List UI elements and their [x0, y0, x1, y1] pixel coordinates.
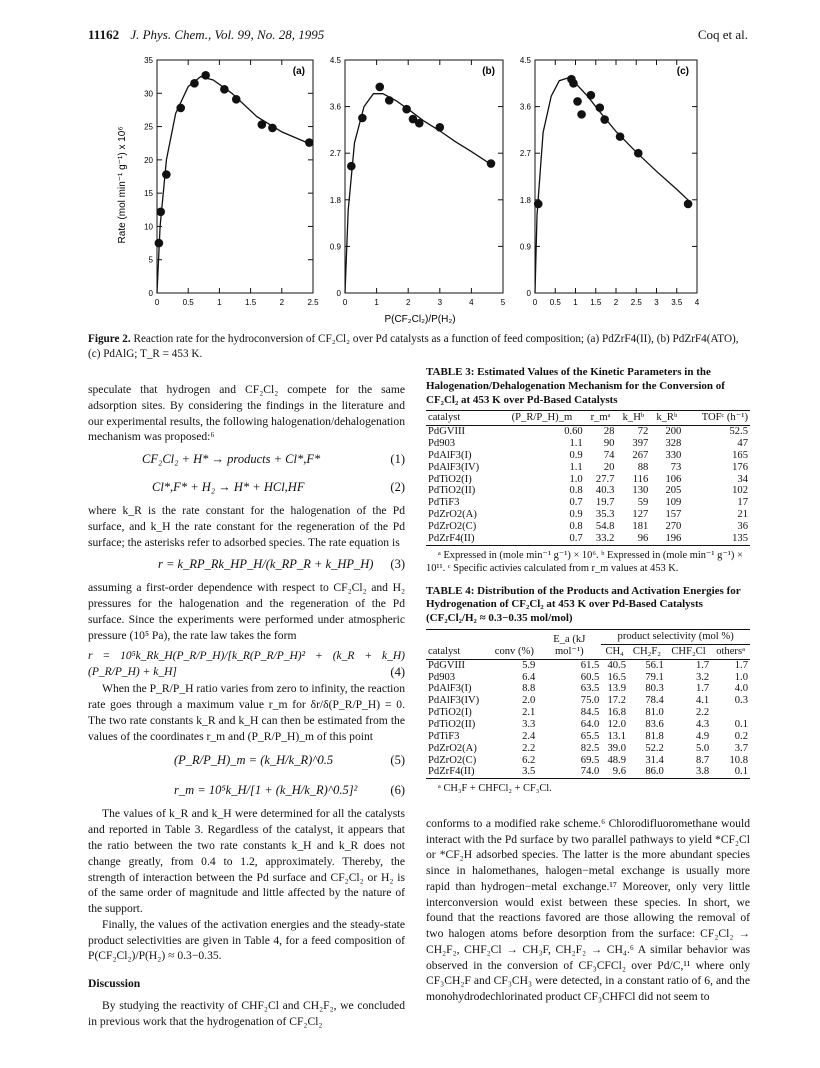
table-4-cell: 12.0 — [607, 719, 626, 730]
data-point — [415, 119, 424, 128]
y-tick-label: 0 — [526, 289, 531, 298]
table-3-cell: 0.7 — [569, 497, 583, 509]
table-4-row — [426, 743, 750, 755]
data-point — [596, 103, 605, 112]
table-4-cell: 39.0 — [607, 742, 626, 754]
y-tick-label: 1.8 — [519, 195, 531, 205]
table-4-cell: 79.1 — [645, 671, 664, 683]
x-tick-label: 1.5 — [590, 298, 602, 307]
table-3-cell: 116 — [632, 473, 649, 485]
data-point — [634, 149, 643, 158]
table-4-cell: 3.8 — [695, 766, 710, 778]
x-tick-label: 2.5 — [307, 298, 319, 307]
x-tick-label: 0.5 — [549, 298, 561, 307]
table-3-cell: 88 — [637, 461, 649, 473]
panel-label: (c) — [676, 66, 689, 77]
table-4-cell: 13.9 — [607, 683, 626, 695]
table-3-cell: 181 — [632, 520, 649, 532]
table-3-header: (P_R/P_H)_m — [511, 412, 573, 424]
table-3-header: k_Rᵇ — [656, 412, 678, 424]
table-3-cell: 40.3 — [595, 485, 615, 497]
y-tick-label: 15 — [144, 189, 153, 199]
table-3-cell: 328 — [665, 437, 682, 449]
y-tick-label: 20 — [144, 155, 153, 165]
table-3-cell: 130 — [632, 485, 649, 497]
x-tick-label: 4 — [469, 298, 474, 307]
table-4-cell: 3.2 — [695, 671, 710, 683]
y-tick-label: 4.5 — [329, 56, 341, 65]
table-3-cell: 270 — [665, 520, 682, 532]
equation-1 — [88, 451, 405, 475]
figure-caption-line-2: (c) PdAlG; T_R = 453 K. — [88, 347, 203, 360]
chart-panel-b — [330, 56, 506, 307]
figure-2 — [0, 0, 820, 330]
figure-caption-line-1: Reaction rate for the hydroconversion of CF₂Cl₂ over Pd catalysts as a function of feed composition; (a) PdZrF4(II), (b) PdZrF4(ATO), — [133, 333, 739, 345]
table-4-cell: PdZrF4(II) — [428, 766, 475, 778]
table-3-footnote: ᵃ Expressed in (mole min⁻¹ g⁻¹) × 10⁶. ᵇ Expressed in (mole min⁻¹ g⁻¹) × 10¹¹. ᶜ Specific activies calculated from r_m values at 453 K. — [426, 549, 743, 575]
table-3-cell: 59 — [637, 497, 649, 509]
authors: Coq et al. — [697, 27, 748, 42]
table-4-cell: 83.6 — [645, 719, 664, 730]
table-3-cell: 1.0 — [569, 473, 583, 485]
table-3-header: k_Hᵇ — [622, 412, 645, 424]
table-4-header: E_a (kJ mol⁻¹) — [553, 633, 586, 657]
table-3-cell: 33.2 — [595, 532, 615, 544]
table-4-header: othersᵃ — [716, 645, 745, 657]
data-point — [220, 85, 229, 94]
y-tick-label: 0 — [148, 289, 153, 298]
table-3-cell: 34 — [737, 473, 748, 485]
table-4-header: CH₂F₂ — [632, 645, 661, 657]
y-tick-label: 0.9 — [519, 242, 531, 252]
x-tick-label: 3.5 — [671, 298, 683, 307]
table-3-cell: 0.9 — [569, 509, 583, 521]
data-point — [385, 96, 394, 105]
data-point — [569, 79, 578, 88]
x-tick-label: 2.5 — [630, 298, 642, 307]
equation-4 — [88, 649, 405, 681]
table-4-header: catalyst — [428, 645, 461, 657]
x-tick-label: 0.5 — [182, 298, 194, 307]
figure-caption-label: Figure 2. — [88, 333, 131, 345]
data-point — [616, 132, 625, 141]
table-3-title: TABLE 3: Estimated Values of the Kinetic Parameters in the Halogenation/Dehalogenation Mechanism for the Conversion of CF₂Cl₂ at 453 K over Pd-Based Catalysts — [426, 366, 725, 406]
y-tick-label: 10 — [144, 222, 153, 232]
table-4-cell: 0.1 — [734, 766, 748, 778]
data-point — [201, 71, 210, 80]
table-3-cell: 36 — [737, 520, 748, 532]
table-4-cell: 6.4 — [522, 671, 536, 683]
table-4-footnote: ᵃ CH₃F + CHFCl₂ + CF₃Cl. — [438, 783, 552, 795]
table-4-header: CHF₂Cl — [671, 645, 706, 657]
table-4-cell: 56.1 — [645, 659, 664, 671]
table-3-cell: 73 — [670, 461, 682, 473]
table-4-cell — [711, 707, 750, 719]
table-3-cell: 17 — [737, 497, 748, 509]
data-point — [155, 239, 164, 248]
table-4-cell: 3.5 — [522, 766, 536, 778]
right-column — [426, 366, 750, 1005]
y-tick-label: 0.9 — [329, 242, 341, 252]
table-4-cell: 48.9 — [607, 754, 626, 766]
table-3-cell: 267 — [632, 449, 649, 461]
table-4-body — [426, 659, 750, 779]
table-3-cell: 96 — [637, 532, 649, 544]
table-4-cell: 3.3 — [522, 719, 536, 730]
paragraph: speculate that hydrogen and CF₂Cl₂ compete for the same adsorption sites. By considering the findings in the literature and our experimental results, the following halogenation/dehalogenation mechanism was proposed:⁶ — [88, 383, 405, 444]
table-3-header: TOFᶜ (h⁻¹) — [701, 412, 748, 424]
table-3-cell: PdZrF4(II) — [428, 532, 475, 544]
table-3-cell: 0.60 — [564, 426, 583, 438]
equation-2 — [88, 479, 405, 503]
table-3-cell: 109 — [665, 497, 682, 509]
table-4-row — [426, 707, 750, 719]
table-3-cell: 135 — [732, 532, 748, 544]
data-point — [176, 104, 185, 113]
y-tick-label: 3.6 — [329, 102, 341, 112]
table-4-header: conv (%) — [494, 645, 534, 657]
equation-text: Cl*,F* + H₂ → H* + HCl,HF — [152, 480, 305, 495]
table-4-cell: 2.2 — [695, 707, 710, 719]
table-3-header: catalyst — [428, 412, 461, 424]
table-3-cell: 27.7 — [595, 473, 615, 485]
table-3-cell: 47 — [737, 437, 748, 449]
data-point — [587, 91, 596, 100]
paragraph: The values of k_R and k_H were determined for all the catalysts and reported in Table 3. Regardless of the catalyst, it appears that the ratio between the two rate constants k_H and k_R does not change greatly, from 0.4 to 1.2, approximately. Thereby, the strength of interaction between the Pd surface and CF₂Cl₂ or H₂ is of the same order of magnitude and little affected by the nature of the support. — [88, 807, 405, 916]
table-3-cell: 165 — [732, 449, 748, 461]
table-3-row — [426, 521, 750, 533]
data-point — [162, 170, 171, 179]
table-4-cell: 4.0 — [734, 683, 748, 695]
table-4-cell: 69.5 — [580, 754, 600, 766]
table-3-cell: Pd903 — [428, 437, 456, 449]
table-4-cell: 6.2 — [522, 754, 536, 766]
data-point — [232, 95, 241, 104]
table-4-cell: 2.2 — [522, 742, 536, 754]
plot-frame — [345, 60, 503, 293]
journal-citation: J. Phys. Chem., Vol. 99, No. 28, 1995 — [130, 27, 325, 42]
data-point — [268, 124, 277, 133]
table-3-cell: PdTiO2(II) — [428, 485, 476, 497]
y-tick-label: 30 — [144, 89, 153, 99]
table-3-header: r_mᵃ — [590, 412, 611, 424]
x-tick-label: 0 — [532, 298, 538, 307]
table-4-title: TABLE 4: Distribution of the Products and Activation Energies for Hydrogenation of CF₂Cl₂ at 453 K over Pd-Based Catalysts (CF₂Cl₂/H₂ ≈ 0.3−0.35 mol/mol) — [426, 584, 741, 625]
table-3-cell: 127 — [632, 509, 649, 521]
x-tick-label: 0 — [342, 298, 348, 307]
table-4-cell: 9.6 — [612, 766, 626, 778]
table-3-cell: PdAlF3(IV) — [428, 461, 480, 473]
table-3-cell: 90 — [603, 437, 615, 449]
paragraph: Finally, the values of the activation energies and the steady-state product selectivities are given in Table 4, for a feed composition of P(CF₂Cl₂)/P(H₂) ≈ 0.3−0.35. — [88, 917, 405, 963]
table-4-cell: 0.2 — [734, 730, 748, 742]
table-3-cell: 1.1 — [569, 437, 583, 449]
data-point — [402, 105, 411, 114]
data-point — [487, 159, 496, 168]
table-3-row — [426, 450, 750, 462]
y-tick-label: 3.6 — [519, 102, 531, 112]
table-4-cell: 3.7 — [734, 742, 748, 754]
table-4-row — [426, 695, 750, 707]
table-3-cell: 196 — [665, 532, 682, 544]
table-4-cell: 5.9 — [522, 659, 536, 671]
table-4-cell: 17.2 — [607, 695, 626, 707]
chart-panel-c — [520, 56, 700, 307]
table-4-cell: PdAlF3(IV) — [428, 695, 480, 707]
equation-number: (3) — [390, 557, 405, 572]
table-4-cell: 74.0 — [580, 766, 600, 778]
data-point — [577, 110, 586, 119]
y-tick-label: 4.5 — [519, 56, 531, 65]
table-4-cell: 1.7 — [734, 659, 748, 671]
equation-text: r = k_RP_Rk_HP_H/(k_RP_R + k_HP_H) — [158, 557, 374, 572]
table-4-cell: 82.5 — [580, 742, 600, 754]
table-4-cell: 1.7 — [695, 659, 710, 671]
x-tick-label: 5 — [500, 298, 506, 307]
data-point — [358, 114, 367, 123]
equation-text: r = 10⁵k_Rk_H(P_R/P_H)/[k_R(P_R/P_H)² + (k_R + k_H)(P_R/P_H) + k_H] — [88, 650, 405, 679]
equation-text: (P_R/P_H)_m = (k_H/k_R)^0.5 — [174, 753, 334, 768]
table-4-cell: 84.5 — [580, 707, 600, 719]
table-3-body — [426, 426, 750, 546]
data-point — [436, 123, 445, 132]
table-4-cell: 1.0 — [734, 671, 748, 683]
table-4-cell: 0.1 — [734, 719, 748, 730]
data-point — [573, 97, 582, 106]
table-4-cell: 75.0 — [580, 695, 600, 707]
table-3-cell: 52.5 — [729, 426, 748, 438]
table-3-cell: 54.8 — [595, 520, 615, 532]
x-tick-label: 1 — [374, 298, 379, 307]
table-3-row — [426, 485, 750, 497]
y-tick-label: 2.7 — [519, 149, 531, 159]
panel-label: (b) — [482, 66, 495, 77]
table-4-cell: 40.5 — [607, 659, 626, 671]
table-3-cell: PdZrO2(C) — [428, 520, 477, 532]
panel-label: (a) — [292, 66, 305, 77]
table-4-cell: PdAlF3(I) — [428, 683, 472, 695]
table-4-cell: 2.1 — [522, 707, 536, 719]
table-4-cell: 0.3 — [734, 695, 748, 707]
x-axis-label: P(CF₂Cl₂)/P(H₂) — [384, 314, 456, 325]
table-4-cell: 4.9 — [695, 730, 710, 742]
table-3-cell: 20 — [603, 461, 615, 473]
table-4-cell: PdZrO2(C) — [428, 754, 477, 766]
data-point — [190, 79, 199, 88]
equation-number: (6) — [390, 783, 405, 798]
table-4-group-header: product selectivity (mol %) — [601, 629, 750, 644]
plot-frame — [535, 60, 697, 293]
table-4-cell: 4.1 — [695, 695, 710, 707]
x-tick-label: 1.5 — [245, 298, 257, 307]
x-tick-label: 3 — [654, 298, 659, 307]
table-3-cell: 0.7 — [569, 532, 583, 544]
table-3-cell: 19.7 — [595, 497, 615, 509]
table-4-row — [426, 683, 750, 695]
equation-text: r_m = 10⁵k_H/[1 + (k_H/k_R)^0.5]² — [174, 783, 358, 798]
table-3-cell: 0.8 — [569, 485, 583, 497]
table-3-row — [426, 533, 750, 545]
plot-frame — [157, 60, 313, 293]
table-3-cell: 0.8 — [569, 520, 583, 532]
paragraph: assuming a first-order dependence with respect to CF₂Cl₂ and H₂ pressures for the halogenation and the regeneration of the Pd surface. Since the experiments were performed under atmospheric pressure (10⁵ Pa), the rate law takes the form — [88, 581, 405, 642]
table-4-row — [426, 659, 750, 671]
table-4-cell: 13.1 — [607, 730, 626, 742]
x-tick-label: 1 — [217, 298, 222, 307]
x-tick-label: 2 — [405, 298, 411, 307]
x-tick-label: 2 — [613, 298, 619, 307]
table-4-header: CH₄ — [605, 645, 624, 657]
right-column-text — [426, 816, 750, 1005]
table-3-cell: 157 — [665, 509, 682, 521]
table-4-row — [426, 672, 750, 684]
table-3 — [426, 410, 750, 545]
table-3-cell: 205 — [665, 485, 682, 497]
table-3-cell: 1.1 — [569, 461, 583, 473]
section-heading: Discussion — [88, 977, 141, 991]
table-3-row — [426, 438, 750, 450]
data-point — [600, 115, 609, 124]
left-column — [88, 382, 405, 1029]
table-3-cell: 106 — [665, 473, 682, 485]
y-axis-label: Rate (mol min⁻¹ g⁻¹) x 10⁶ — [117, 126, 128, 244]
table-3-row — [426, 474, 750, 486]
equation-number: (2) — [390, 480, 405, 495]
table-4-cell: 80.3 — [645, 683, 664, 695]
table-4-cell: PdTiO2(I) — [428, 707, 472, 719]
table-4-cell: 8.7 — [695, 754, 710, 766]
table-3-cell: PdGVIII — [428, 426, 466, 438]
table-3-cell: 28 — [603, 426, 615, 438]
table-4-cell: PdTiF3 — [428, 730, 460, 742]
table-3-cell: 35.3 — [595, 509, 615, 521]
paragraph: conforms to a modified rake scheme.⁶ Chlorodifluoromethane would interact with the Pd surface by two parallel pathways to yield *CF₂Cl or *CF₂H adsorbed species. The latter is the more abundant species since in halomethanes, halogen−metal exchange is usually more rapid than hydrogen−metal exchange.¹⁷ Moreover, only very little interconversion would exist between these species. In short, we found that the reactions favored are those allowing the removal of two halogen atoms before desorption from the surface: CF₂Cl₂ → CH₂F₂, CHF₂Cl → CH₃F, CH₂F₂ → CH₄.⁶ A similar behavior was observed in the conversion of CF₃CFCl₂ over Pd/C,¹¹ where only CF₃CH₂F and CF₃CH₃ were detected, in a constant ratio of 6, and the monohydrodechlorinated product CF₃CHFCl did not seem to — [426, 816, 750, 1004]
data-point — [305, 138, 314, 147]
table-4-cell: 5.0 — [695, 742, 710, 754]
table-3-cell: 72 — [637, 426, 649, 438]
table-4-cell: 31.4 — [645, 754, 664, 766]
table-4-row — [426, 731, 750, 743]
data-point — [684, 200, 693, 209]
table-4-cell: 64.0 — [580, 719, 600, 730]
table-3-row — [426, 462, 750, 474]
page-number: 11162 — [88, 27, 120, 42]
table-3-cell: 0.9 — [569, 449, 583, 461]
table-3-cell: 102 — [732, 485, 748, 497]
x-tick-label: 4 — [694, 298, 700, 307]
table-3-row — [426, 497, 750, 509]
equation-3 — [88, 556, 405, 580]
y-tick-label: 35 — [144, 56, 153, 65]
equation-6 — [88, 782, 405, 806]
y-tick-label: 5 — [148, 255, 153, 265]
table-4-row — [426, 755, 750, 767]
table-4-cell: 4.3 — [695, 719, 710, 730]
table-4-cell: 2.0 — [522, 695, 536, 707]
data-point — [534, 200, 543, 209]
table-4-cell: 86.0 — [645, 766, 664, 778]
table-4-row — [426, 766, 750, 778]
table-4-cell: 2.4 — [522, 730, 536, 742]
table-4-cell: 65.5 — [580, 730, 600, 742]
table-4-cell: 61.5 — [580, 659, 600, 671]
table-4-cell: 8.8 — [522, 683, 536, 695]
paragraph: where k_R is the rate constant for the halogenation of the Pd surface, and k_H the rate constant for the regeneration of the Pd surface; the asterisks refer to adsorbed species. The rate equation is — [88, 504, 405, 549]
table-3-row — [426, 509, 750, 521]
table-4-cell: 1.7 — [695, 683, 710, 695]
table-4-cell: 52.2 — [645, 742, 664, 754]
figure-caption — [88, 332, 750, 362]
table-4-cell: 16.5 — [607, 671, 626, 683]
table-4-cell: PdZrO2(A) — [428, 742, 477, 754]
equation-5 — [88, 752, 405, 776]
data-point — [375, 83, 384, 92]
table-3-cell: 21 — [737, 509, 748, 521]
equation-number: (1) — [390, 452, 405, 467]
table-3-cell: PdTiF3 — [428, 497, 460, 509]
table-3-cell: PdTiO2(I) — [428, 473, 472, 485]
y-tick-label: 0 — [336, 289, 341, 298]
data-point — [258, 120, 267, 129]
x-tick-label: 0 — [154, 298, 160, 307]
paragraph: When the P_R/P_H ratio varies from zero to infinity, the reaction rate goes through a maximum value r_m for δr/δ(P_R/P_H) = 0. The two rate constants k_R and k_H can then be estimated from the values of the coordinates r_m and (P_R/P_H)_m of this point — [88, 682, 405, 743]
table-4-cell: 81.0 — [645, 707, 664, 719]
fit-curve — [535, 78, 689, 293]
table-4-cell: 10.8 — [729, 754, 748, 766]
y-tick-label: 1.8 — [329, 195, 341, 205]
table-3-cell: 176 — [732, 461, 748, 473]
table-3-cell: PdZrO2(A) — [428, 509, 477, 521]
table-4-cell: 81.8 — [645, 730, 664, 742]
table-4-cell: 63.5 — [580, 683, 600, 695]
table-3-cell: 74 — [603, 449, 615, 461]
table-4-cell: Pd903 — [428, 671, 456, 683]
table-4-cell: PdGVIII — [428, 659, 466, 671]
table-4-cell: PdTiO2(II) — [428, 719, 476, 730]
x-tick-label: 2 — [279, 298, 285, 307]
table-3-cell: 397 — [632, 437, 649, 449]
table-4-cell: 60.5 — [580, 671, 600, 683]
equation-number: (4) — [390, 665, 405, 680]
table-4-row — [426, 719, 750, 731]
equation-number: (5) — [390, 753, 405, 768]
y-tick-label: 25 — [144, 122, 153, 132]
chart-panel-a — [144, 56, 319, 307]
table-3-cell: 330 — [665, 449, 682, 461]
data-point — [347, 162, 356, 171]
paragraph: By studying the reactivity of CHF₂Cl and CH₂F₂, we concluded in previous work that the hydrogenation of CF₂Cl₂ — [88, 998, 405, 1028]
data-point — [156, 207, 165, 216]
x-tick-label: 1 — [573, 298, 578, 307]
table-3-cell: 200 — [665, 426, 682, 438]
table-4-cell: 78.4 — [645, 695, 664, 707]
table-3-row — [426, 426, 750, 438]
table-3-cell: PdAlF3(I) — [428, 449, 472, 461]
table-4 — [426, 629, 750, 779]
x-tick-label: 3 — [437, 298, 443, 307]
equation-text: CF₂Cl₂ + H* → products + Cl*,F* — [142, 452, 321, 467]
table-4-cell: 16.8 — [607, 707, 626, 719]
y-tick-label: 2.7 — [329, 149, 341, 159]
